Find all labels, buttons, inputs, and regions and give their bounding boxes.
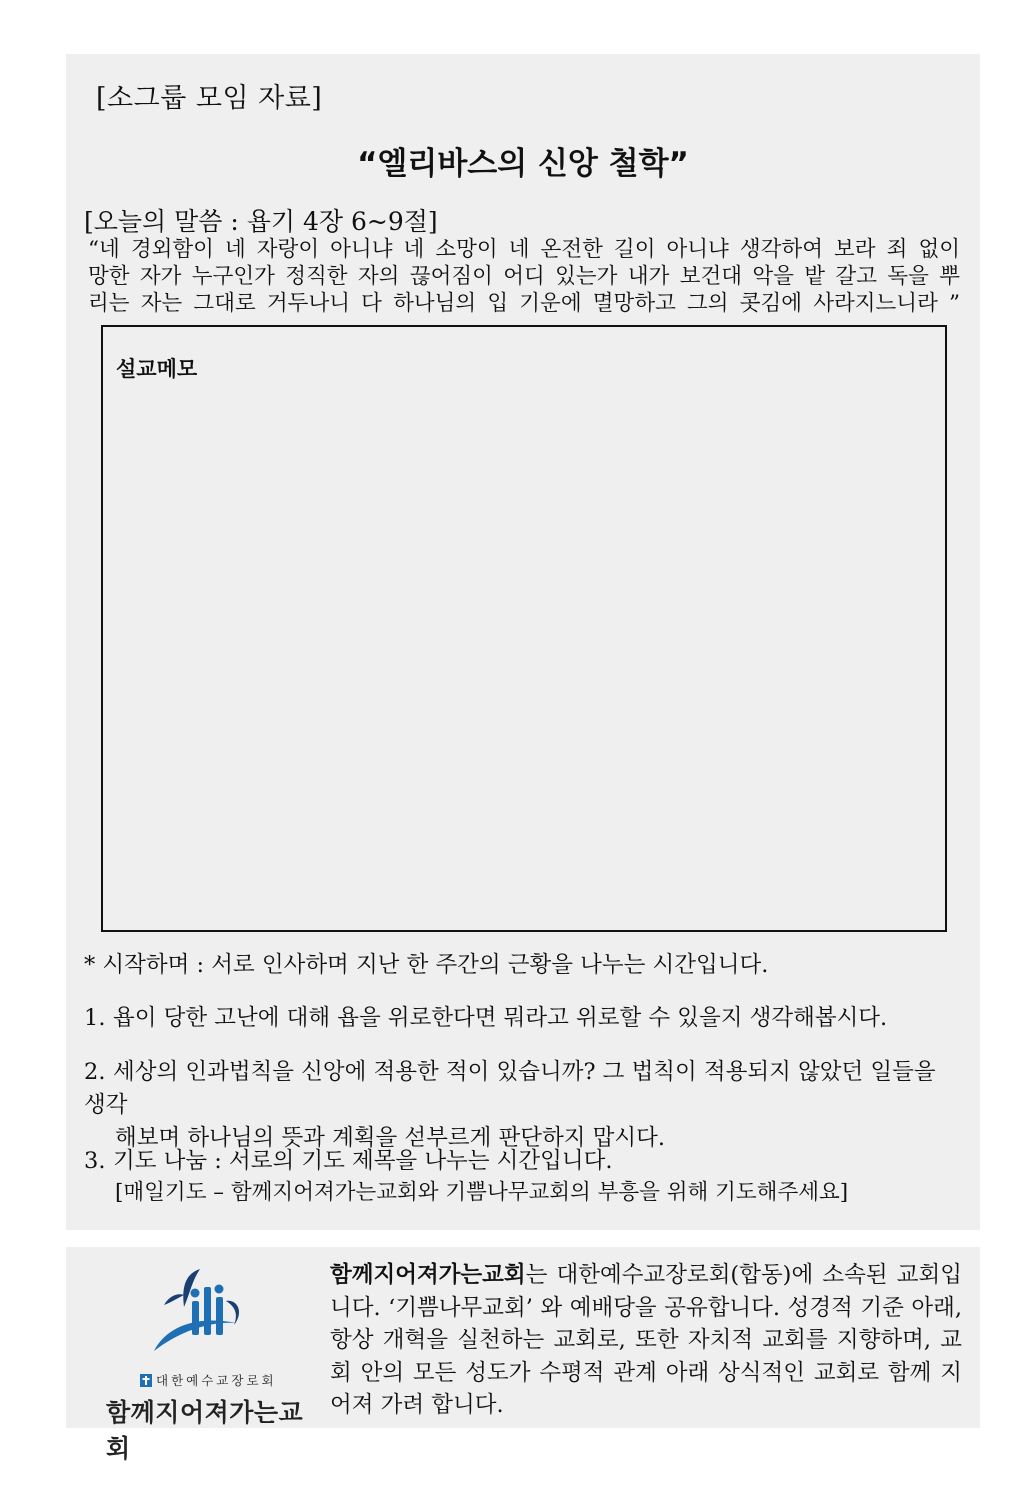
- question-item: [84, 1056, 964, 1155]
- sermon-memo-box[interactable]: [101, 325, 947, 932]
- question-number: 1.: [84, 1005, 106, 1031]
- cross-mark-icon: [140, 1374, 152, 1387]
- church-footer: [66, 1247, 980, 1463]
- denomination-label: [140, 1371, 277, 1389]
- church-name-bold: 함께지어져가는교회: [330, 1262, 526, 1288]
- memo-label: 설교메모: [116, 357, 198, 381]
- question-text: 기도 나눔 : 서로의 기도 제목을 나누는 시간입니다.: [113, 1148, 613, 1174]
- question-item: [84, 1002, 964, 1035]
- church-description-text: 는 대한예수교장로회(합동)에 소속된 교회입니다. ‘기쁨나무교회’ 와 예배당을 공유합니다. 성경적 기준 아래, 항상 개혁을 실천하는 교회로, 또한 자치적 교회를 지향하며, 교회 안의 모든 성도가 수평적 관계 아래 상식적인 교회로 함께 지어져 가려 합니다.: [330, 1262, 962, 1418]
- scripture-text: [88, 236, 960, 317]
- scripture-line: “네 경외함이 네 자랑이 아니냐 네 소망이 네 온전한 길이 아니냐 생각하여 보라 죄 없이: [88, 237, 960, 262]
- question-number: 3.: [84, 1148, 106, 1174]
- question-number: 2.: [84, 1059, 106, 1085]
- church-logo-icon: [86, 1265, 326, 1365]
- scripture-reference: [오늘의 말씀 : 욥기 4장 6~9절]: [84, 207, 438, 236]
- section-tag: [소그룹 모임 자료]: [96, 83, 323, 114]
- question-text: 세상의 인과법칙을 신앙에 적용한 적이 있습니까? 그 법칙이 적용되지 않았던 일들을 생각: [84, 1059, 936, 1118]
- church-name: 함께지어져가는교회: [106, 1398, 304, 1463]
- page-title: “엘리바스의 신앙 철학”: [357, 146, 689, 182]
- scripture-line: 리는 자는 그대로 거두나니 다 하나님의 입 기운에 멸망하고 그의 콧김에 사라지느니라 ”: [88, 291, 960, 316]
- question-text-continued: 해보며 하나님의 뜻과 계획을 섣부르게 판단하지 맙시다.: [115, 1125, 665, 1151]
- worksheet-panel: [66, 54, 980, 1230]
- question-text: 욥이 당한 고난에 대해 욥을 위로한다면 뭐라고 위로할 수 있을지 생각해봅시다.: [113, 1005, 888, 1031]
- discussion-intro: * 시작하며 : 서로 인사하며 지난 한 주간의 근황을 나누는 시간입니다.: [84, 952, 769, 978]
- daily-prayer-note: [매일기도 – 함께지어져가는교회와 기쁨나무교회의 부흥을 위해 기도해주세요]: [115, 1180, 849, 1205]
- denomination-text: 대한예수교장로회: [156, 1373, 277, 1388]
- church-description: [330, 1259, 962, 1422]
- scripture-line: 망한 자가 누구인가 정직한 자의 끊어짐이 어디 있는가 내가 보건대 악을 밭 갈고 독을 뿌: [88, 264, 960, 289]
- church-logo: [86, 1265, 326, 1463]
- question-item: [84, 1145, 964, 1208]
